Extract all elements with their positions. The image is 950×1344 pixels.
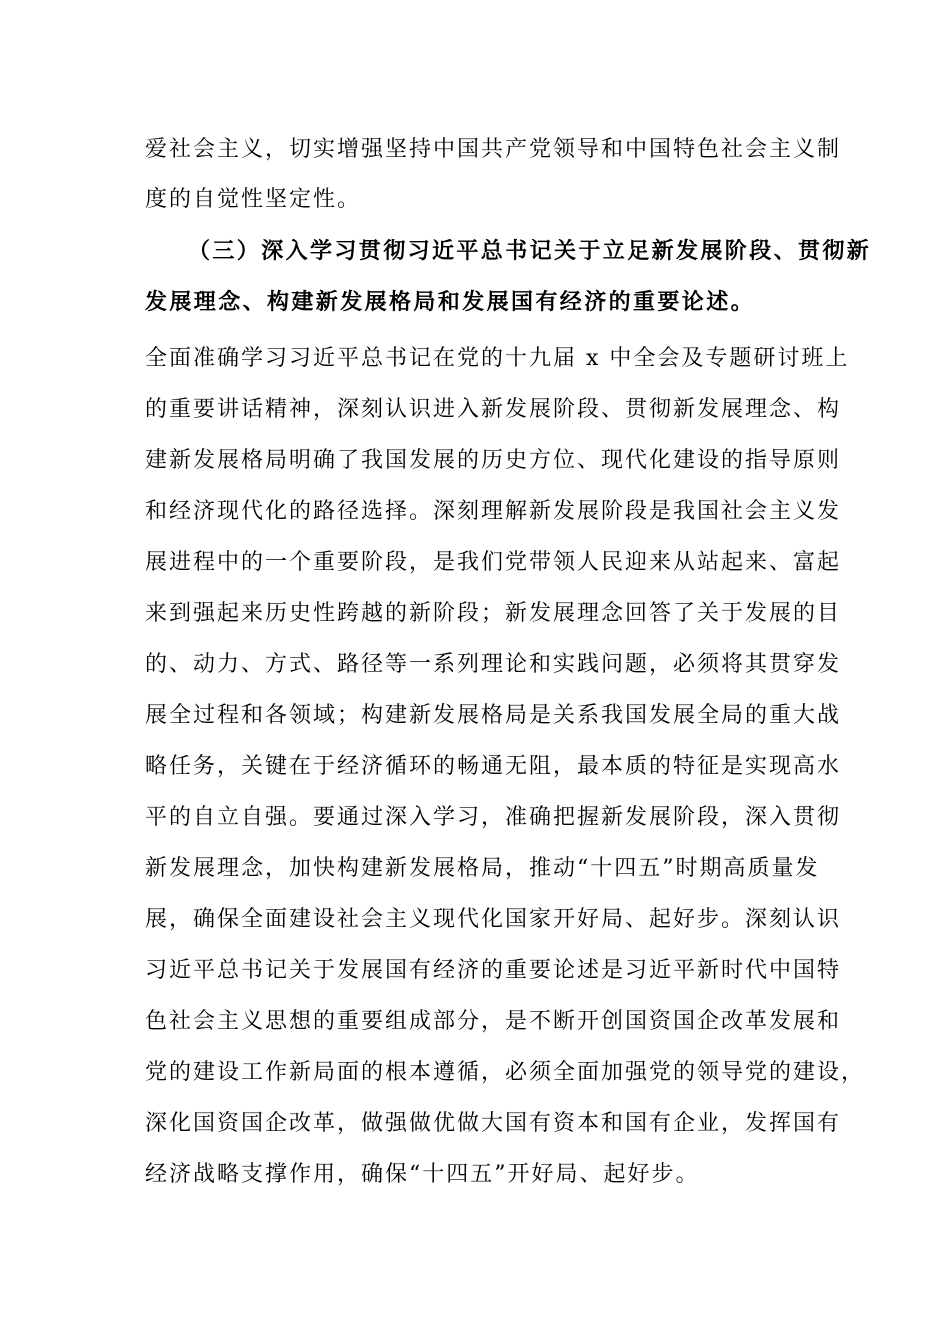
- text-line: 党的建设工作新局面的根本遵循，必须全面加强党的领导党的建设，: [145, 1060, 866, 1085]
- text-line: 新发展理念，加快构建新发展格局，推动“十四五”时期高质量发: [145, 856, 820, 881]
- text-line: 的、动力、方式、路径等一系列理论和实践问题，必须将其贯穿发: [145, 652, 842, 677]
- text-line: 深化国资国企改革，做强做优做大国有资本和国有企业，发挥国有: [145, 1111, 842, 1136]
- text-line: 全面准确学习习近平总书记在党的十九届 x 中全会及专题研讨班上: [145, 346, 850, 371]
- text-line: 平的自立自强。要通过深入学习，准确把握新发展阶段，深入贯彻: [145, 805, 842, 830]
- text-line: 的重要讲话精神，深刻认识进入新发展阶段、贯彻新发展理念、构: [145, 397, 842, 422]
- text-line: 习近平总书记关于发展国有经济的重要论述是习近平新时代中国特: [145, 958, 842, 983]
- text-line: 度的自觉性坚定性。: [145, 187, 362, 212]
- text-line: 爱社会主义，切实增强坚持中国共产党领导和中国特色社会主义制: [145, 137, 842, 162]
- text-line: 和经济现代化的路径选择。深刻理解新发展阶段是我国社会主义发: [145, 499, 842, 524]
- text-line: 展，确保全面建设社会主义现代化国家开好局、起好步。深刻认识: [145, 907, 842, 932]
- section-heading: 发展理念、构建新发展格局和发展国有经济的重要论述。: [145, 289, 756, 315]
- section-heading: （三）深入学习贯彻习近平总书记关于立足新发展阶段、贯彻新: [188, 238, 872, 264]
- text-line: 建新发展格局明确了我国发展的历史方位、现代化建设的指导原则: [145, 448, 842, 473]
- text-line: 展全过程和各领域；构建新发展格局是关系我国发展全局的重大战: [145, 703, 842, 728]
- text-line: 经济战略支撑作用，确保“十四五”开好局、起好步。: [145, 1162, 700, 1187]
- text-line: 略任务，关键在于经济循环的畅通无阻，最本质的特征是实现高水: [145, 754, 842, 779]
- text-line: 来到强起来历史性跨越的新阶段；新发展理念回答了关于发展的目: [145, 601, 842, 626]
- text-line: 展进程中的一个重要阶段，是我们党带领人民迎来从站起来、富起: [145, 550, 842, 575]
- text-line: 色社会主义思想的重要组成部分，是不断开创国资国企改革发展和: [145, 1009, 842, 1034]
